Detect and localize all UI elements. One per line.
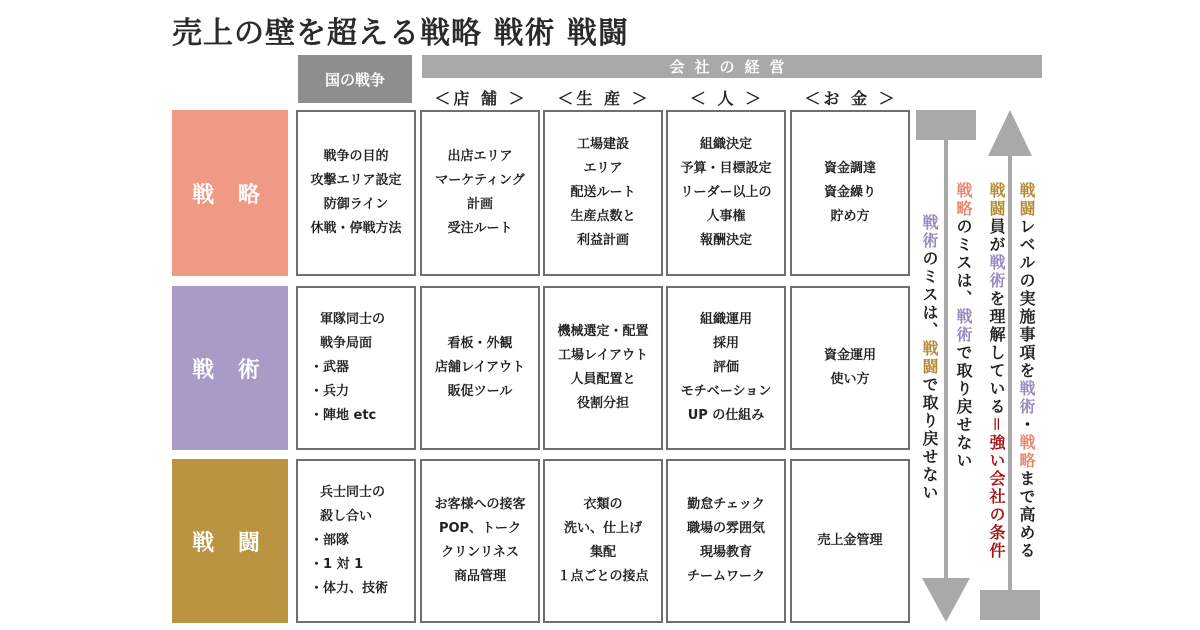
note-term: 戦術 [1017, 380, 1036, 416]
cell-line: 使い方 [830, 372, 870, 387]
cell-line: チームワーク [686, 569, 765, 584]
cell-line: 勤怠チェック [687, 497, 765, 512]
cell-tactics-store [420, 286, 540, 450]
cell-line: 現場教育 [699, 545, 752, 560]
cell-line: 資金運用 [823, 348, 876, 363]
cell-strategy-country [296, 110, 416, 276]
note-text: 員が [987, 218, 1006, 254]
note-term: 戦術 [954, 308, 973, 344]
cell-line: 人員配置と [570, 372, 636, 387]
cell-tactics-money [790, 286, 910, 450]
company-management-header: 会社の経営 [422, 55, 1042, 78]
cell-line: エリア [583, 161, 623, 176]
note-term: 戦闘 [1017, 182, 1036, 218]
note-term: 戦闘 [987, 182, 1006, 218]
cell-strategy-people [666, 110, 786, 276]
cell-line: 商品管理 [453, 569, 506, 584]
cell-line: 洗い、仕上げ [563, 521, 642, 536]
cell-line: 売上金管理 [817, 533, 883, 548]
cell-line: 戦争の目的 [323, 149, 389, 164]
cell-battle-country [296, 459, 416, 623]
cell-line: マーケティング [435, 173, 525, 188]
cell-line: 配送ルート [570, 185, 636, 200]
cell-line: 職場の雰囲気 [686, 521, 765, 536]
cell-line: 機械選定・配置 [557, 324, 649, 339]
cell-line: お客様への接客 [434, 497, 526, 512]
cell-line: 採用 [712, 336, 739, 351]
cell-line: ・兵力 [310, 384, 350, 399]
cell-line: ・武器 [310, 360, 350, 375]
note-text: レベルの実施事項を [1017, 218, 1036, 380]
cell-line: 工場レイアウト [558, 348, 648, 363]
cell-line: 受注ルート [447, 221, 513, 236]
cell-line: 衣類の [583, 497, 623, 512]
cell-line: 集配 [589, 545, 616, 560]
cell-strategy-money [790, 110, 910, 276]
note-text: まで高める [1017, 470, 1036, 560]
cell-line: クリンリネス [441, 545, 519, 560]
note-text: を理解している [987, 290, 1006, 416]
row-header-battle: 戦 闘 [172, 459, 288, 623]
column-header-money: ＜お 金 ＞ [804, 89, 898, 108]
cell-battle-production [543, 459, 663, 623]
cell-line: 攻撃エリア設定 [310, 173, 402, 188]
column-header-people: ＜ 人 ＞ [689, 89, 765, 108]
note-emphasis: ＝強い会社の条件 [987, 416, 1006, 561]
cell-line: 殺し合い [320, 509, 373, 524]
note-term: 戦術 [920, 214, 939, 250]
cell-line: 戦争局面 [320, 336, 373, 351]
row-header-tactics: 戦 術 [172, 286, 288, 450]
cell-line: 店舗レイアウト [435, 360, 525, 375]
cell-strategy-production [543, 110, 663, 276]
page-title: 売上の壁を超える戦略 戦術 戦闘 [172, 16, 629, 51]
cell-line: 評価 [712, 360, 739, 375]
cell-battle-money [790, 459, 910, 623]
cell-line: POP、トーク [438, 521, 522, 536]
note-term: 戦略 [1017, 434, 1036, 470]
cell-line: 貯め方 [830, 209, 870, 224]
cell-line: 資金調達 [823, 161, 876, 176]
cell-line: ・1 対 1 [310, 557, 364, 572]
cell-line: ・部隊 [310, 533, 350, 548]
cell-line: 軍隊同士の [320, 312, 386, 327]
note-text: ・ [1017, 416, 1036, 434]
cell-line: 報酬決定 [699, 233, 752, 248]
country-war-header: 国の戦争 [298, 55, 412, 103]
note-tactics-mistake [919, 214, 939, 502]
note-term: 戦術 [987, 254, 1006, 290]
cell-line: モチベーション [680, 384, 772, 399]
up-arrow-head [988, 110, 1032, 156]
cell-line: 販促ツール [447, 384, 513, 399]
column-header-store: ＜店 舗 ＞ [434, 89, 528, 108]
note-strategy-mistake [953, 182, 973, 470]
note-strong-company [986, 182, 1006, 560]
cell-strategy-store [420, 110, 540, 276]
down-arrow-shaft [944, 140, 948, 580]
cell-line: ・体力、技術 [310, 581, 389, 596]
cell-tactics-production [543, 286, 663, 450]
note-raise-level [1016, 182, 1036, 560]
cell-line: 看板・外観 [447, 336, 513, 351]
cell-line: ・陣地 etc [310, 408, 377, 423]
cell-tactics-people [666, 286, 786, 450]
note-text: で取り戻せない [920, 376, 939, 502]
cell-battle-store [420, 459, 540, 623]
cell-line: 兵士同士の [320, 485, 386, 500]
note-text: で取り戻せない [954, 344, 973, 470]
cell-line: 計画 [466, 197, 493, 212]
cell-tactics-country [296, 286, 416, 450]
cell-line: 人事権 [706, 209, 746, 224]
cell-line: 資金繰り [823, 185, 876, 200]
cell-line: 休戦・停戦方法 [310, 221, 402, 236]
cell-line: 出店エリア [447, 149, 513, 164]
note-text: のミスは、 [954, 218, 973, 308]
cell-line: 利益計画 [576, 233, 629, 248]
cell-battle-people [666, 459, 786, 623]
down-arrow-head [922, 578, 970, 622]
column-header-production: ＜生 産 ＞ [557, 89, 651, 108]
cell-line: 生産点数と [570, 209, 636, 224]
cell-line: UP の仕組み [687, 408, 765, 423]
up-arrow-shaft [1008, 156, 1012, 590]
cell-line: １点ごとの接点 [557, 569, 649, 584]
cell-line: 防御ライン [323, 197, 389, 212]
cell-line: 組織運用 [699, 312, 752, 327]
down-arrow-cap [916, 110, 976, 140]
note-text: のミスは、 [920, 250, 939, 340]
cell-line: 役割分担 [576, 396, 629, 411]
cell-line: 予算・目標設定 [680, 161, 772, 176]
note-term: 戦闘 [920, 340, 939, 376]
cell-line: 組織決定 [699, 137, 752, 152]
row-header-strategy: 戦 略 [172, 110, 288, 276]
note-term: 戦略 [954, 182, 973, 218]
cell-line: リーダー以上の [680, 185, 772, 200]
cell-line: 工場建設 [576, 137, 629, 152]
up-arrow-cap [980, 590, 1040, 620]
